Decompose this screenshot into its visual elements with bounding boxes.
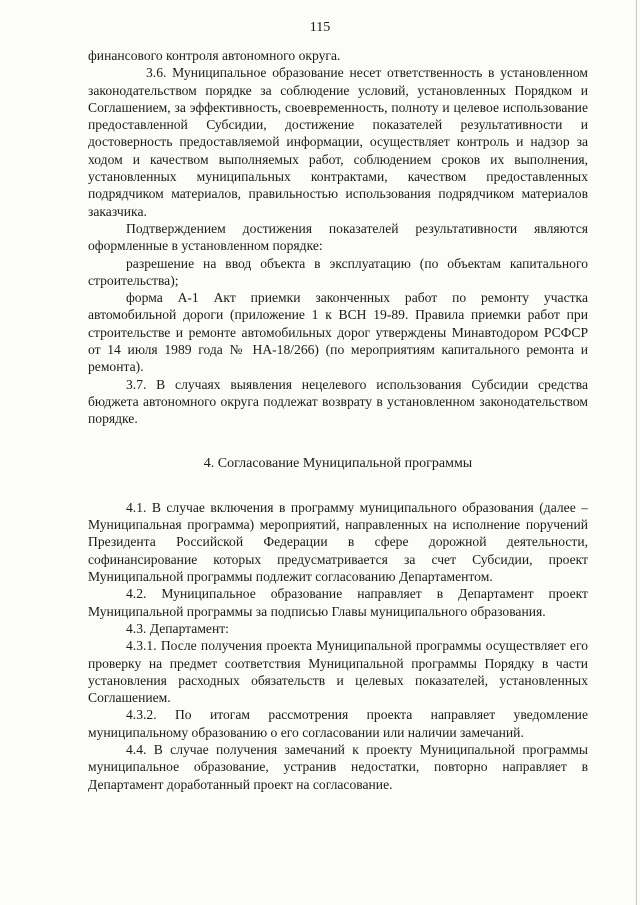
paragraph-4-3-1: 4.3.1. После получения проекта Муниципальной программы осуществляет его проверку на предмет соответствия Муниципальной программы Порядку в части установления расходных обязательств и целевых показателей, установленных Соглашением. [88, 638, 588, 706]
paragraph-3-5-end: финансового контроля автономного округа. [88, 48, 341, 63]
paragraph-form-a1: форма А-1 Акт приемки законченных работ по ремонту участка автомобильной дороги (приложение 1 к ВСН 19-89. Правила приемки работ при строительстве и ремонте автомобильных дорог утверждены Минавтодором РСФСР от 14 июля 1989 года № НА-18/266) (по мероприятиям капитального ремонта и ремонта). [88, 290, 588, 375]
scan-edge-line [636, 0, 637, 905]
document-body [88, 47, 588, 793]
paragraph-4-4: 4.4. В случае получения замечаний к проекту Муниципальной программы муниципальное образование, устранив недостатки, повторно направляет в Департамент доработанный проект на согласование. [88, 741, 588, 792]
paragraph-permit: разрешение на ввод объекта в эксплуатацию (по объектам капитального строительства); [88, 255, 588, 288]
paragraph-3-6: 3.6. Муниципальное образование несет ответственность в установленном законодательством порядке за соблюдение условий, установленных Порядком и Соглашением, за эффективность, своевременность, полноту и целевое использование предоставленной Субсидии, достижение показателей результативности и достоверность предоставляемой информации, осуществляет контроль и надзор за ходом и качеством выполняемых работ, соблюдением сроков их выполнения, установленных муниципальных контрактами, качеством предоставленных подрядчиком материалов, правильностью использования подрядчиком материалов заказчика. [88, 65, 588, 219]
paragraph-3-7: 3.7. В случаях выявления нецелевого использования Субсидии средства бюджета автономного округа подлежат возврату в установленном законодательством порядке. [88, 376, 588, 427]
paragraph-4-2: 4.2. Муниципальное образование направляет в Департамент проект Муниципальной программы за подписью Главы муниципального образования. [88, 586, 588, 619]
paragraph-confirmation: Подтверждением достижения показателей результативности являются оформленные в установленном порядке: [88, 220, 588, 254]
page-number: 115 [309, 20, 331, 35]
section-heading: 4. Согласование Муниципальной программы [203, 455, 473, 471]
paragraph-4-3-2: 4.3.2. По итогам рассмотрения проекта направляет уведомление муниципальному образованию о его согласовании или наличии замечаний. [88, 707, 588, 740]
paragraph-4-3: 4.3. Департамент: [126, 620, 229, 636]
paragraph-4-1: 4.1. В случае включения в программу муниципального образования (далее – Муниципальная программа) мероприятий, направленных на исполнение поручений Президента Российской Федерации в сфере дорожной деятельности, софинансирование которых предусматривается за счет Субсидии, проект Муниципальной программы подлежит согласованию Департаментом. [88, 499, 588, 585]
